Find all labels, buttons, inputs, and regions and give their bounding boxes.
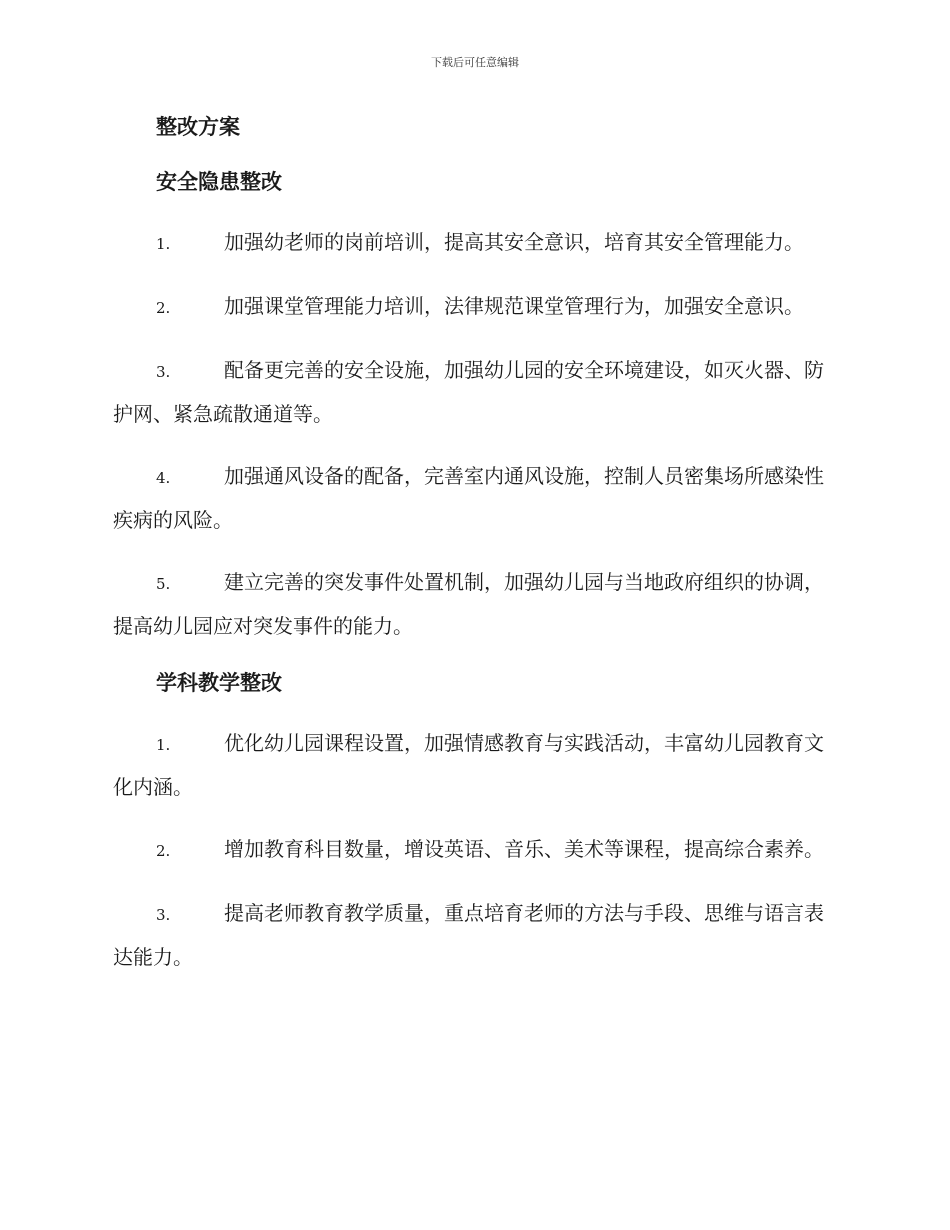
list-item — [113, 349, 835, 435]
list-item — [113, 828, 835, 872]
list-item-number: 2. — [156, 299, 171, 317]
list-item — [113, 561, 835, 647]
list-item-text: 建立完善的突发事件处置机制，加强幼儿园与当地政府组织的协调，提高幼儿园应对突发事件的能力。 — [113, 570, 824, 638]
list-item — [113, 285, 835, 329]
list-item-text: 提高老师教育教学质量，重点培育老师的方法与手段、思维与语言表达能力。 — [113, 901, 824, 969]
list-item-text: 配备更完善的安全设施，加强幼儿园的安全环境建设，如灭火器、防护网、紧急疏散通道等。 — [113, 358, 824, 426]
list-item-text: 加强幼老师的岗前培训，提高其安全意识，培育其安全管理能力。 — [224, 230, 804, 254]
list-item — [113, 455, 835, 541]
header-note: 下载后可任意编辑 — [431, 56, 519, 69]
list-item-number: 4. — [156, 469, 171, 487]
list-item-number: 5. — [156, 575, 171, 593]
list-item-number: 3. — [156, 906, 171, 924]
list-item — [113, 892, 835, 978]
section-heading-teaching: 学科教学整改 — [156, 670, 282, 695]
document-title: 整改方案 — [156, 114, 240, 139]
list-item — [113, 221, 835, 265]
list-item-text: 加强通风设备的配备，完善室内通风设施，控制人员密集场所感染性疾病的风险。 — [113, 464, 824, 532]
list-item-number: 1. — [156, 736, 171, 754]
list-item-text: 增加教育科目数量，增设英语、音乐、美术等课程，提高综合素养。 — [224, 837, 824, 861]
list-item-number: 3. — [156, 363, 171, 381]
list-item-number: 1. — [156, 235, 171, 253]
list-item-number: 2. — [156, 842, 171, 860]
list-item — [113, 722, 835, 808]
list-item-text: 加强课堂管理能力培训，法律规范课堂管理行为，加强安全意识。 — [224, 294, 804, 318]
section-heading-safety: 安全隐患整改 — [156, 169, 282, 194]
list-item-text: 优化幼儿园课程设置，加强情感教育与实践活动，丰富幼儿园教育文化内涵。 — [113, 731, 824, 799]
document-body — [113, 108, 835, 978]
